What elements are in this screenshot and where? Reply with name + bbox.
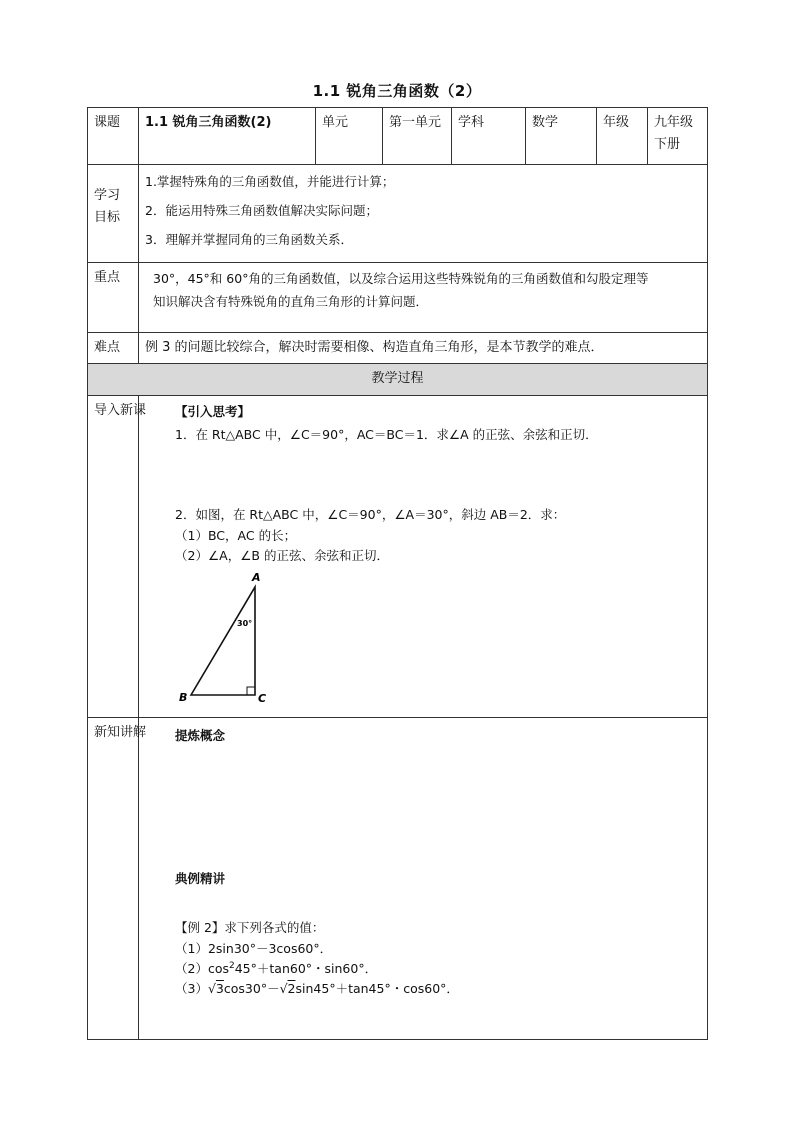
- vertex-a-label: A: [252, 571, 261, 584]
- concept-heading: 提炼概念: [175, 728, 226, 743]
- intro-question-2: 2．如图，在 Rt△ABC 中，∠C＝90°，∠A＝30°，斜边 AB＝2．求：: [175, 507, 566, 522]
- vertex-c-label: C: [258, 692, 267, 704]
- unit-label: 单元: [316, 108, 383, 165]
- triangle-shape: [191, 587, 255, 695]
- intro-question-1: 1．在 Rt△ABC 中，∠C＝90°，AC＝BC＝1．求∠A 的正弦、余弦和正切．: [175, 427, 598, 442]
- lesson-plan-table: [87, 107, 708, 1040]
- key-points-text-1: 30°，45°和 60°角的三角函数值，以及综合运用这些特殊锐角的三角函数值和勾股定理等: [153, 271, 649, 286]
- new-knowledge-content: [139, 718, 708, 1040]
- intro-content: [139, 396, 708, 718]
- example-item-2: $(2)\cos^245^\circ+\tan 60^\circ$・sin60°．: [175, 960, 378, 976]
- triangle-figure: [175, 568, 285, 704]
- grade-label: 年级: [597, 108, 648, 165]
- intro-question-2-part-2: （2）∠A，∠B 的正弦、余弦和正切．: [175, 548, 389, 563]
- grade-value-line-2: 下册: [654, 137, 681, 152]
- objective-item: 2．能运用特殊三角函数值解决实际问题；: [145, 203, 378, 218]
- topic-value: 1.1 锐角三角函数(2): [139, 108, 316, 165]
- example-item-1: （1）2sin30°－3cos60°．: [175, 941, 333, 956]
- sqrt-icon: √: [207, 981, 216, 996]
- intro-label-cell: [88, 396, 147, 718]
- difficulty-text: 例 3 的问题比较综合，解决时需要相像、构造直角三角形，是本节教学的难点．: [139, 333, 708, 364]
- process-header: 教学过程: [88, 364, 708, 396]
- intro-question-2-part-1: （1）BC，AC 的长；: [175, 528, 297, 543]
- angle-label: 30°: [237, 619, 253, 628]
- key-points-label: 重点: [88, 263, 139, 333]
- example-item-3: （3）√3cos30°－√2sin45°＋tan45°・cos60°．: [175, 981, 459, 996]
- key-points-content: [139, 263, 708, 333]
- intro-label: 导入新课: [94, 403, 147, 418]
- examples-heading: 典例精讲: [175, 871, 226, 886]
- difficulty-label: 难点: [88, 333, 139, 364]
- key-points-text-2: 知识解决含有特殊锐角的直角三角形的计算问题．: [153, 294, 429, 309]
- grade-value: [648, 108, 708, 165]
- new-knowledge-label: 新知讲解: [94, 725, 147, 740]
- right-angle-mark: [247, 687, 255, 695]
- subject-label: 学科: [452, 108, 526, 165]
- new-knowledge-label-cell: [88, 718, 147, 1040]
- objective-item: 1.掌握特殊角的三角函数值，并能进行计算；: [145, 174, 395, 189]
- intro-heading: 【引入思考】: [175, 404, 251, 419]
- grade-value-line-1: 九年级: [654, 115, 694, 130]
- unit-value: 第一单元: [383, 108, 452, 165]
- example-title: 【例 2】求下列各式的值：: [175, 920, 325, 935]
- sqrt-icon: √: [279, 981, 288, 996]
- topic-label: 课题: [88, 108, 139, 165]
- objectives-label-line-2: 目标: [94, 210, 121, 225]
- objectives-content: [139, 165, 708, 263]
- objective-item: 3．理解并掌握同角的三角函数关系．: [145, 232, 353, 247]
- page-title: 1.1 锐角三角函数（2）: [312, 82, 482, 100]
- vertex-b-label: B: [179, 691, 188, 704]
- objectives-label-line-1: 学习: [94, 188, 121, 203]
- objectives-label: [88, 165, 139, 263]
- subject-value: 数学: [526, 108, 597, 165]
